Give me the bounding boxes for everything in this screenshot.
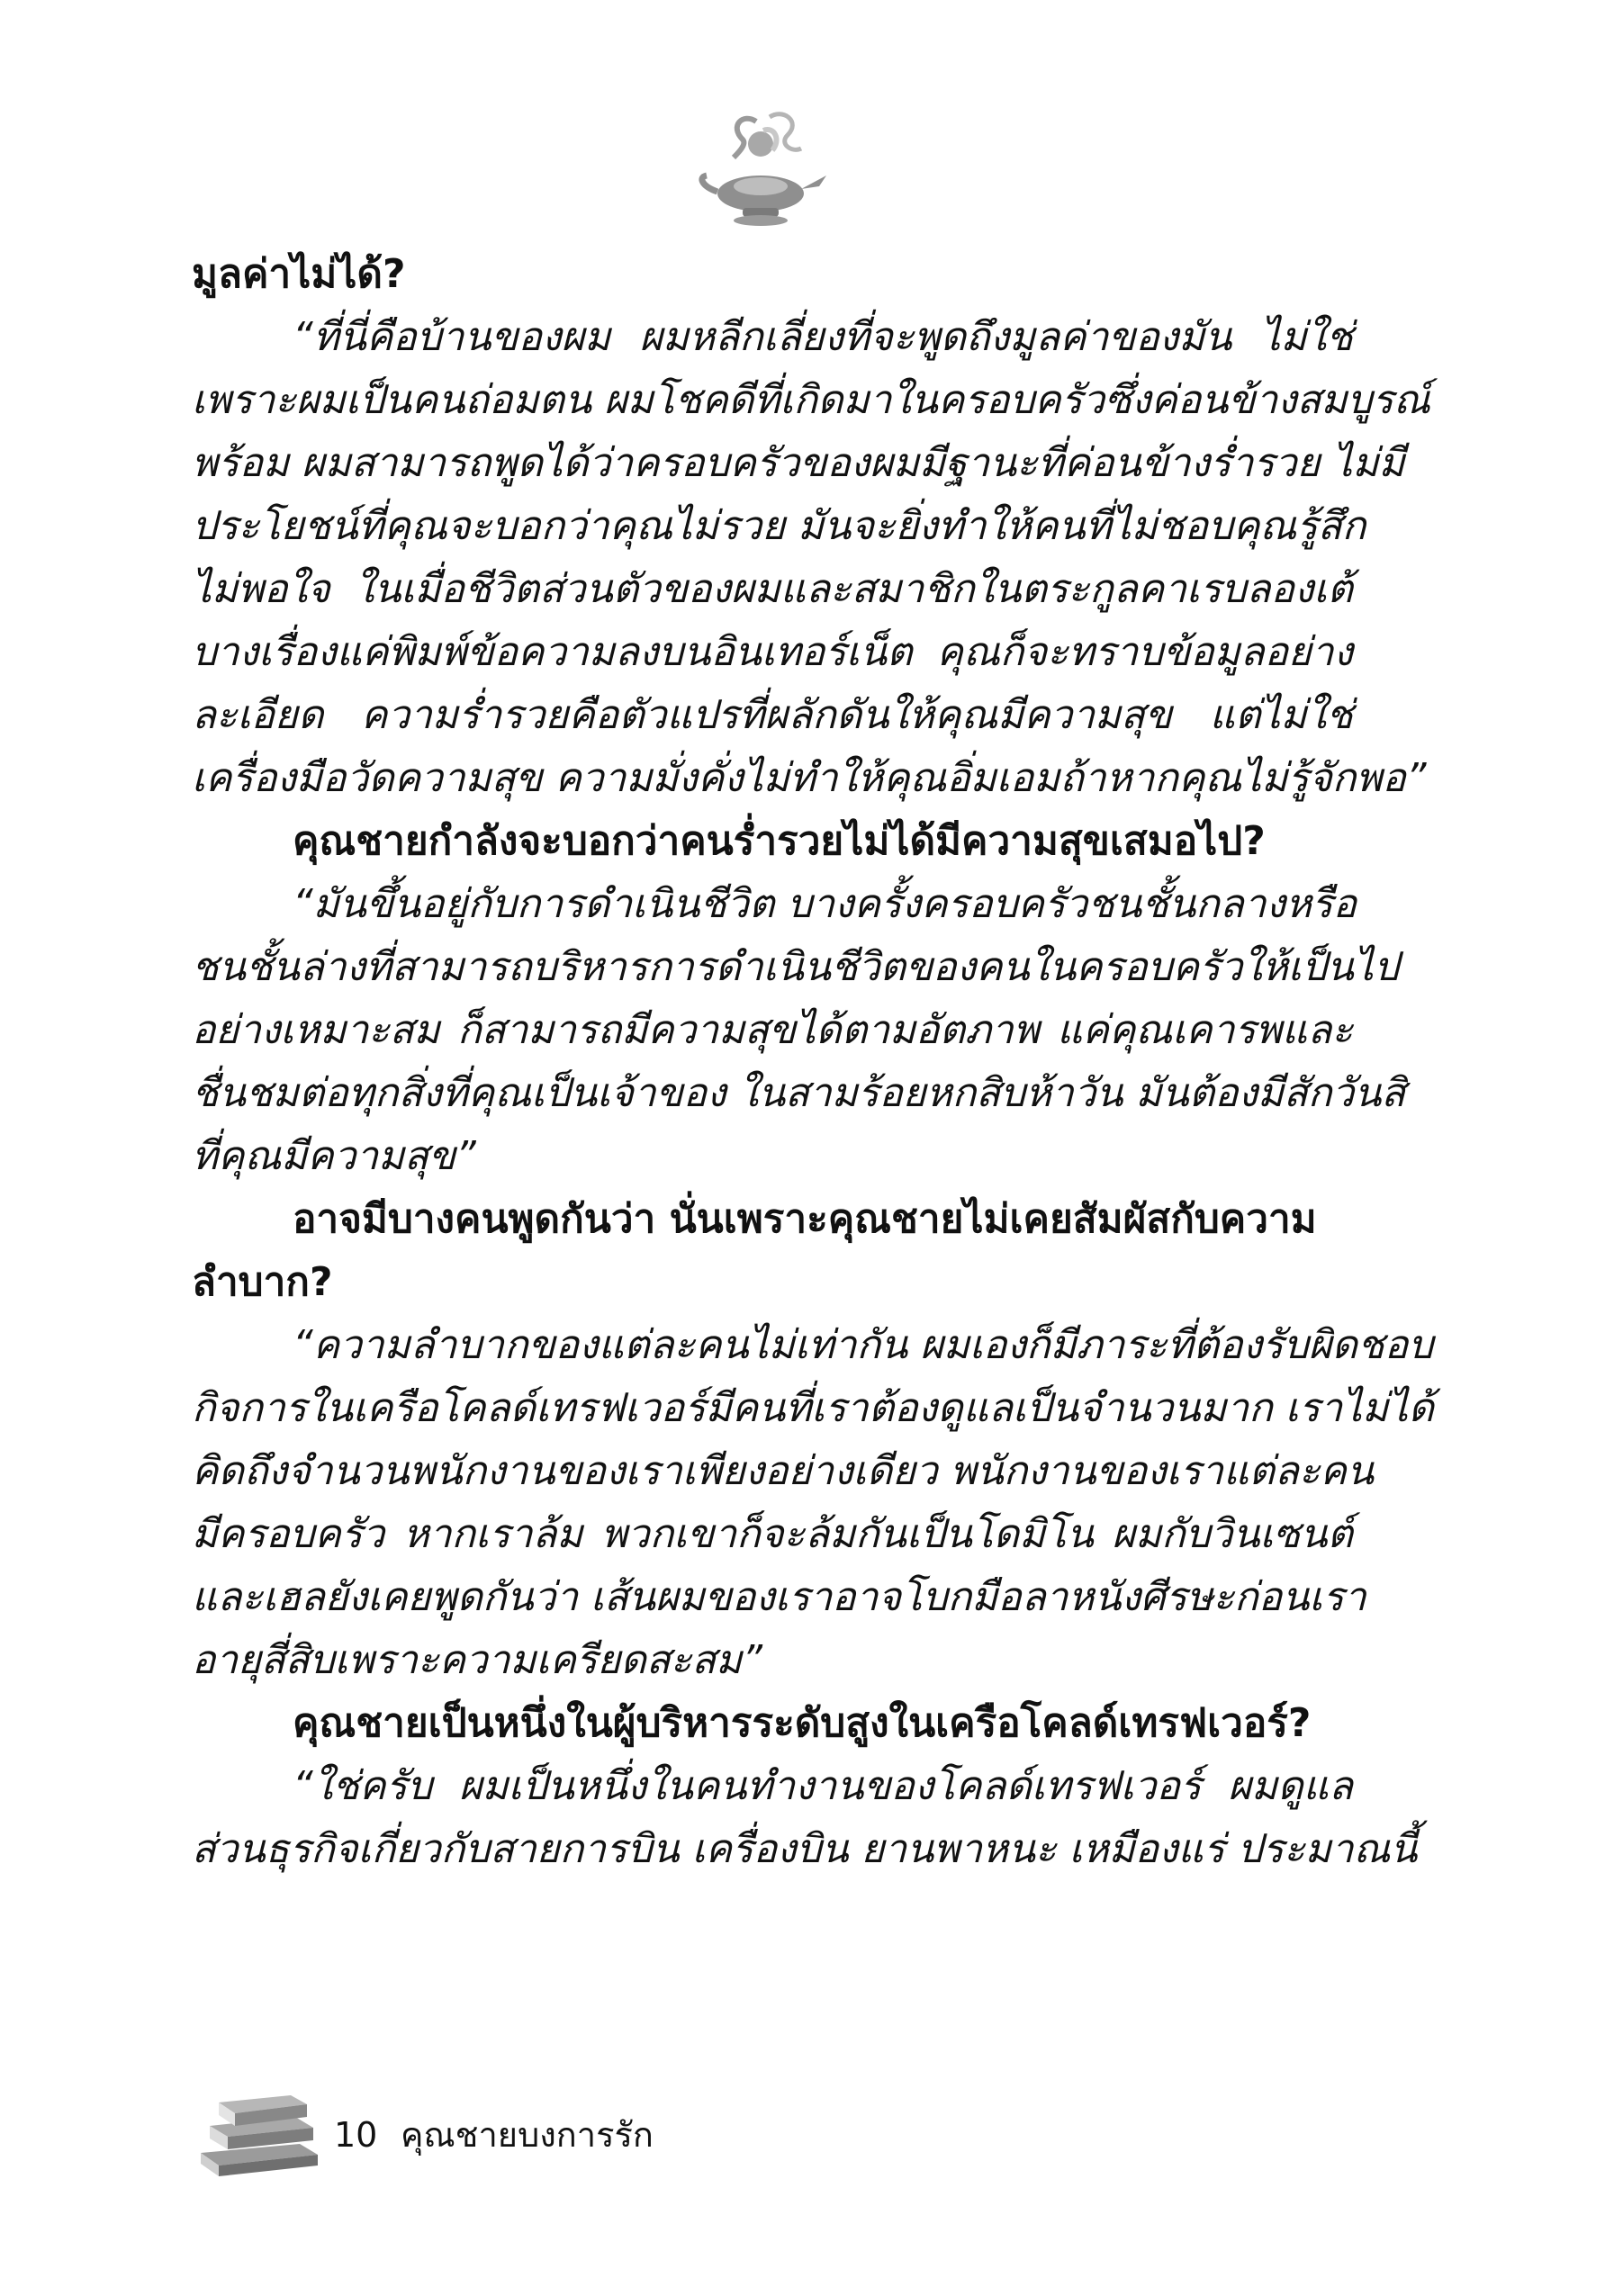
interview-question-continued: ลำบาก? bbox=[192, 1259, 333, 1305]
text-line: “มันขึ้นอยู่กับการดำเนินชีวิต บางครั้งครอบครัวชนชั้นกลางหรือ bbox=[293, 881, 1357, 927]
text-line: ส่วนธุรกิจเกี่ยวกับสายการบิน เครื่องบิน ยานพาหนะ เหมืองแร่ ประมาณนี้ bbox=[192, 1826, 1418, 1872]
main-text bbox=[192, 243, 1434, 1881]
text-line: ประโยชน์ที่คุณจะบอกว่าคุณไม่รวย มันจะยิ่งทำให้คนที่ไม่ชอบคุณรู้สึก bbox=[192, 503, 1366, 549]
interview-question: อาจมีบางคนพูดกันว่า นั่นเพราะคุณชายไม่เคยสัมผัสกับความ bbox=[293, 1196, 1317, 1242]
text-line: มีครอบครัว หากเราล้ม พวกเขาก็จะล้มกันเป็นโดมิโน ผมกับวินเซนต์ bbox=[192, 1511, 1353, 1557]
books-stack-icon bbox=[192, 2090, 327, 2189]
text-line: ละเอียด ความร่ำรวยคือตัวแปรที่ผลักดันให้คุณมีความสุข แต่ไม่ใช่ bbox=[192, 692, 1353, 738]
text-line: พร้อม ผมสามารถพูดได้ว่าครอบครัวของผมมีฐานะที่ค่อนข้างร่ำรวย ไม่มี bbox=[192, 440, 1405, 486]
page-number: 10 bbox=[334, 2115, 378, 2155]
text-line: เครื่องมือวัดความสุข ความมั่งคั่งไม่ทำให้คุณอิ่มเอมถ้าหากคุณไม่รู้จักพอ” bbox=[192, 755, 1427, 801]
answer-paragraph-1 bbox=[192, 306, 1430, 810]
text-line: “ที่นี่คือบ้านของผม ผมหลีกเลี่ยงที่จะพูดถึงมูลค่าของมัน ไม่ใช่ bbox=[293, 314, 1353, 360]
text-line: ชื่นชมต่อทุกสิ่งที่คุณเป็นเจ้าของ ในสามร้อยหกสิบห้าวัน มันต้องมีสักวันสิ bbox=[192, 1070, 1406, 1116]
section-heading: มูลค่าไม่ได้? bbox=[192, 251, 406, 297]
answer-paragraph-3 bbox=[192, 1314, 1434, 1692]
text-line: ไม่พอใจ ในเมื่อชีวิตส่วนตัวของผมและสมาชิกในตระกูลคาเรบลองเต้ bbox=[192, 566, 1353, 612]
text-line: ที่คุณมีความสุข” bbox=[192, 1133, 476, 1179]
genie-lamp-icon bbox=[693, 104, 828, 230]
text-line: อย่างเหมาะสม ก็สามารถมีความสุขได้ตามอัตภาพ แค่คุณเคารพและ bbox=[192, 1007, 1353, 1053]
book-title: คุณชายบงการรัก bbox=[401, 2115, 654, 2155]
text-line: “ใช่ครับ ผมเป็นหนึ่งในคนทำงานของโคลด์เทรฟเวอร์ ผมดูแล bbox=[293, 1763, 1353, 1809]
text-line: ชนชั้นล่างที่สามารถบริหารการดำเนินชีวิตของคนในครอบครัวให้เป็นไป bbox=[192, 944, 1399, 990]
answer-paragraph-2 bbox=[192, 873, 1406, 1188]
text-line: กิจการในเครือโคลด์เทรฟเวอร์มีคนที่เราต้องดูแลเป็นจำนวนมาก เราไม่ได้ bbox=[192, 1385, 1434, 1431]
text-line: และเฮลยังเคยพูดกันว่า เส้นผมของเราอาจโบกมือลาหนังศีรษะก่อนเรา bbox=[192, 1574, 1366, 1620]
text-line: คิดถึงจำนวนพนักงานของเราเพียงอย่างเดียว พนักงานของเราแต่ละคน bbox=[192, 1448, 1375, 1494]
page-footer bbox=[192, 2090, 732, 2189]
text-line: เพราะผมเป็นคนถ่อมตน ผมโชคดีที่เกิดมาในครอบครัวซึ่งค่อนข้างสมบูรณ์ bbox=[192, 377, 1430, 423]
text-line: อายุสี่สิบเพราะความเครียดสะสม” bbox=[192, 1637, 763, 1683]
text-line: “ความลำบากของแต่ละคนไม่เท่ากัน ผมเองก็มีภาระที่ต้องรับผิดชอบ bbox=[293, 1322, 1434, 1368]
text-line: บางเรื่องแค่พิมพ์ข้อความลงบนอินเทอร์เน็ต คุณก็จะทราบข้อมูลอย่าง bbox=[192, 629, 1353, 675]
interview-question: คุณชายกำลังจะบอกว่าคนร่ำรวยไม่ได้มีความสุขเสมอไป? bbox=[293, 818, 1266, 864]
interview-question: คุณชายเป็นหนึ่งในผู้บริหารระดับสูงในเครือโคลด์เทรฟเวอร์? bbox=[293, 1700, 1312, 1746]
answer-paragraph-4 bbox=[192, 1755, 1418, 1881]
